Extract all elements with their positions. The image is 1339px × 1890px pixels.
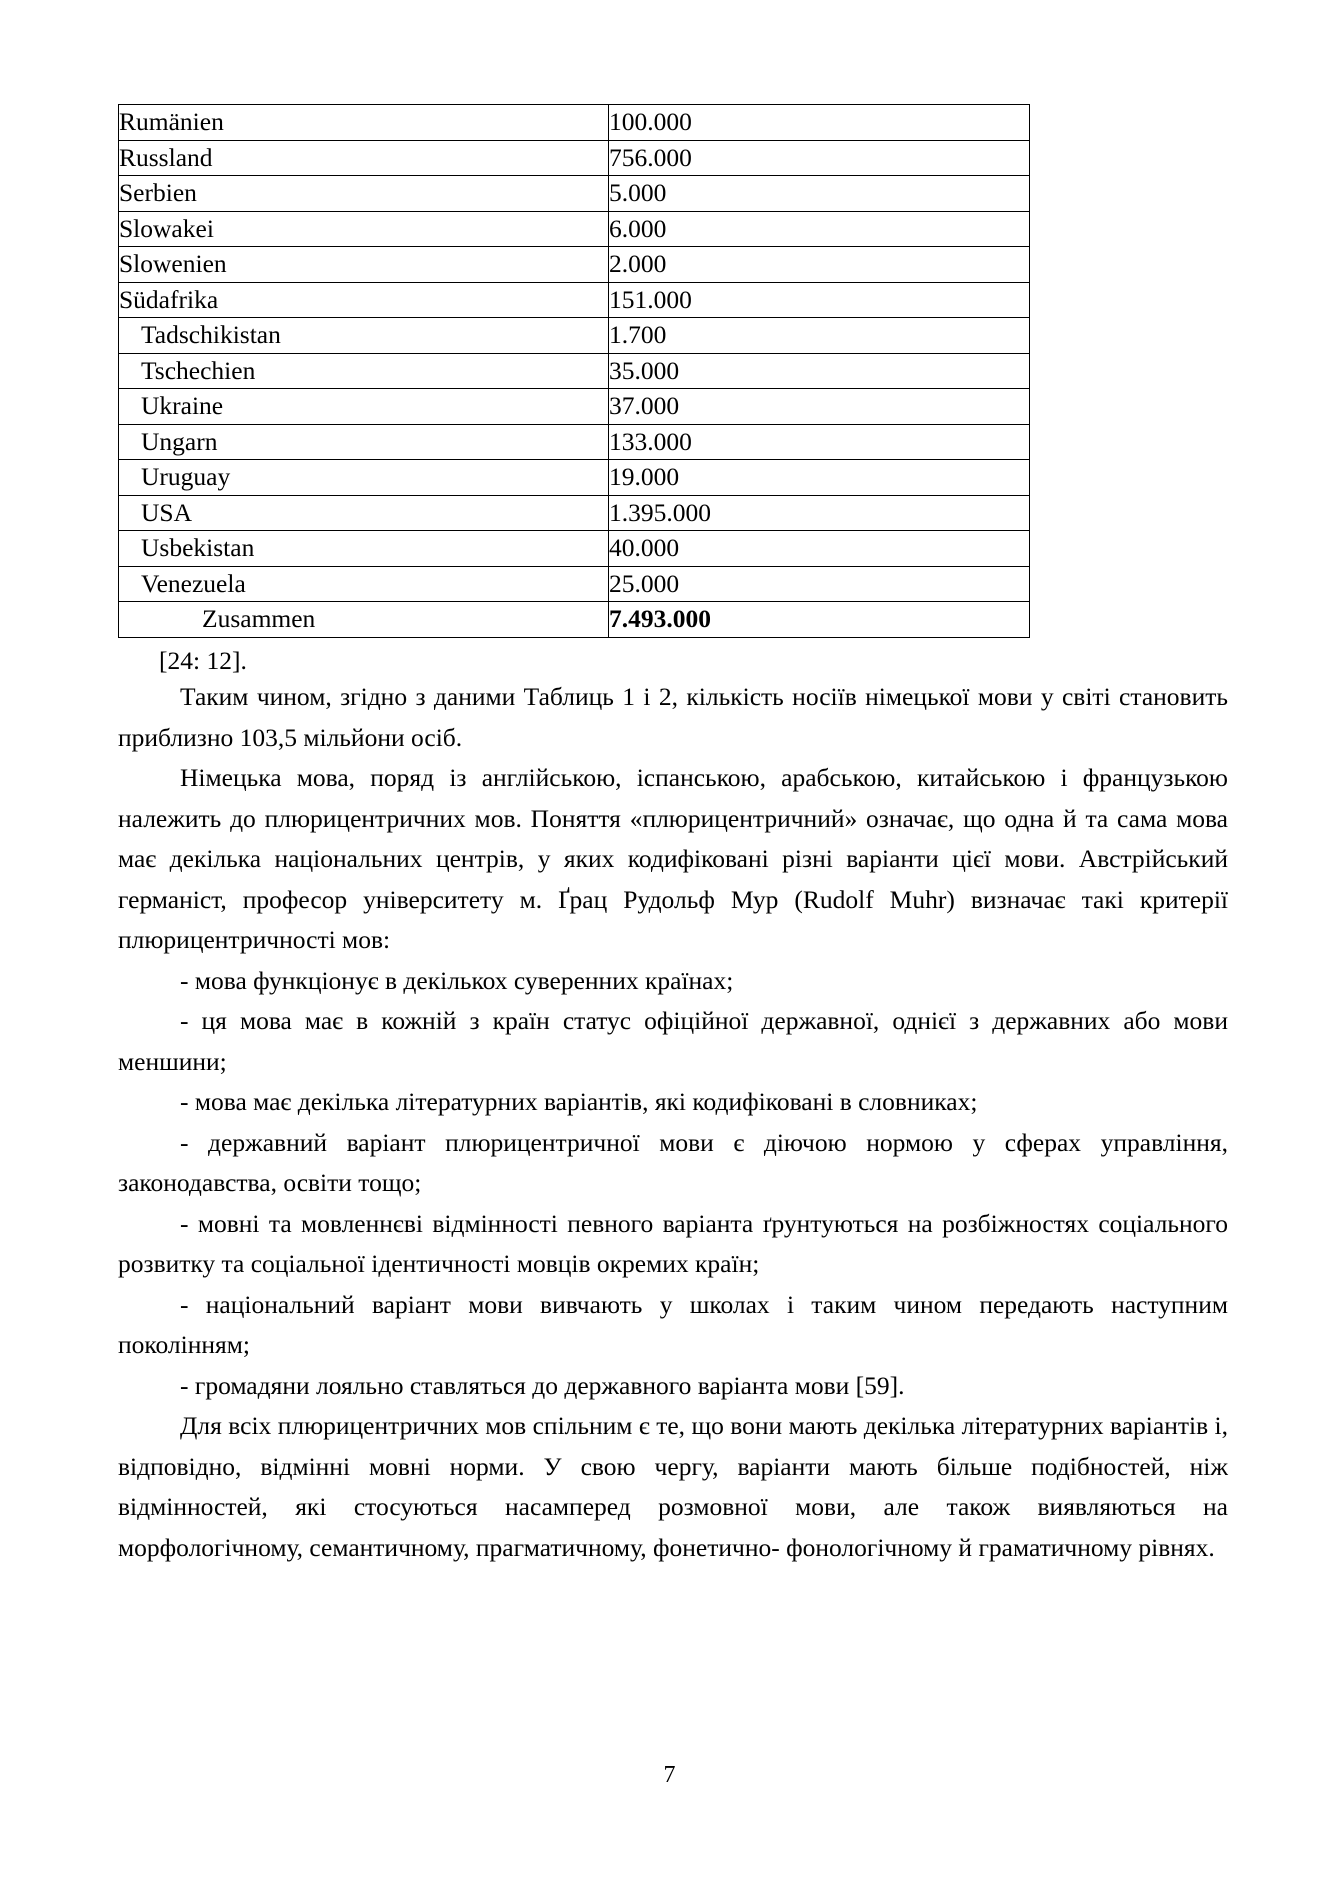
criteria-bullet: - національний варіант мови вивчають у школах і таким чином передають наступним поколінням; [118,1289,1228,1360]
table-cell-country: Usbekistan [119,531,609,567]
table-cell-country: Rumänien [119,105,609,141]
table-cell-value: 7.493.000 [609,602,1030,638]
table-cell-value: 19.000 [609,460,1030,496]
criteria-bullet: - державний варіант плюрицентричної мови є діючою нормою у сферах управління, законодавства, освіти тощо; [118,1127,1228,1198]
table-cell-country: Tadschikistan [119,318,609,354]
table-cell-country: Tschechien [119,353,609,389]
page-content [118,104,1228,1568]
table-row [119,282,1030,318]
table-cell-value: 756.000 [609,140,1030,176]
table-cell-country: Südafrika [119,282,609,318]
table-cell-value: 2.000 [609,247,1030,283]
table-cell-value: 1.700 [609,318,1030,354]
body-paragraph: Таким чином, згідно з даними Таблиць 1 і 2, кількість носіїв німецької мови у світі становить приблизно 103,5 мільйони осіб. [118,682,1228,752]
table-row [119,602,1030,638]
table-row [119,318,1030,354]
table-cell-value: 133.000 [609,424,1030,460]
table-cell-country: Zusammen [119,602,609,638]
table-row [119,424,1030,460]
table-cell-value: 40.000 [609,531,1030,567]
table-cell-value: 151.000 [609,282,1030,318]
table-cell-value: 25.000 [609,566,1030,602]
table-cell-value: 100.000 [609,105,1030,141]
table-cell-country: Slowenien [119,247,609,283]
table-cell-country: Ungarn [119,424,609,460]
table-row [119,353,1030,389]
table-cell-value: 1.395.000 [609,495,1030,531]
criteria-bullet: - ця мова має в кожній з країн статус офіційної державної, однієї з державних або мови меншини; [118,1006,1228,1076]
table-row [119,531,1030,567]
table-row [119,211,1030,247]
body-paragraph: Для всіх плюрицентричних мов спільним є те, що вони мають декілька літературних варіантів і, відповідно, відмінні мовні норми. У свою чергу, варіанти мають більше подібностей, ніж відмінностей, які стосуються насамперед розмовної мови, але також виявляються на морфологічному, семантичному, прагматичному, фонетично- фонологічному й граматичному рівнях. [118,1411,1228,1562]
body-paragraph: Німецька мова, поряд із англійською, іспанською, арабською, китайською і французькою належить до плюрицентричних мов. Поняття «плюрицентричний» означає, що одна й та сама мова має декілька національних центрів, у яких кодифіковані різні варіанти цієї мови. Австрійський германіст, професор університету м. Ґрац Рудольф Мур (Rudolf Muhr) визначає такі критерії плюрицентричності мов: [118,763,1228,955]
table-row [119,389,1030,425]
table-row [119,495,1030,531]
table-row [119,140,1030,176]
table-row [119,460,1030,496]
table-cell-country: Slowakei [119,211,609,247]
criteria-bullet: - мова має декілька літературних варіантів, які кодифіковані в словниках; [180,1087,978,1117]
body-text [118,677,1228,1568]
table-cell-country: Ukraine [119,389,609,425]
table-row [119,105,1030,141]
source-reference: [24: 12]. [159,645,247,675]
table-row [119,176,1030,212]
table-cell-country: Venezuela [119,566,609,602]
table-cell-value: 35.000 [609,353,1030,389]
criteria-bullet: - громадяни лояльно ставляться до державного варіанта мови [59]. [180,1370,905,1400]
table-row [119,247,1030,283]
table-cell-value: 37.000 [609,389,1030,425]
page-number: 7 [663,1762,676,1788]
german-speakers-table [118,104,1030,638]
table-cell-country: Russland [119,140,609,176]
criteria-bullet: - мовні та мовленнєві відмінності певного варіанта ґрунтуються на розбіжностях соціального розвитку та соціальної ідентичності мовців окремих країн; [118,1208,1228,1279]
table-body [119,105,1030,638]
table-row [119,566,1030,602]
table-cell-country: USA [119,495,609,531]
table-cell-value: 6.000 [609,211,1030,247]
table-cell-value: 5.000 [609,176,1030,212]
criteria-bullet: - мова функціонує в декількох суверенних країнах; [180,965,734,995]
table-cell-country: Serbien [119,176,609,212]
table-cell-country: Uruguay [119,460,609,496]
